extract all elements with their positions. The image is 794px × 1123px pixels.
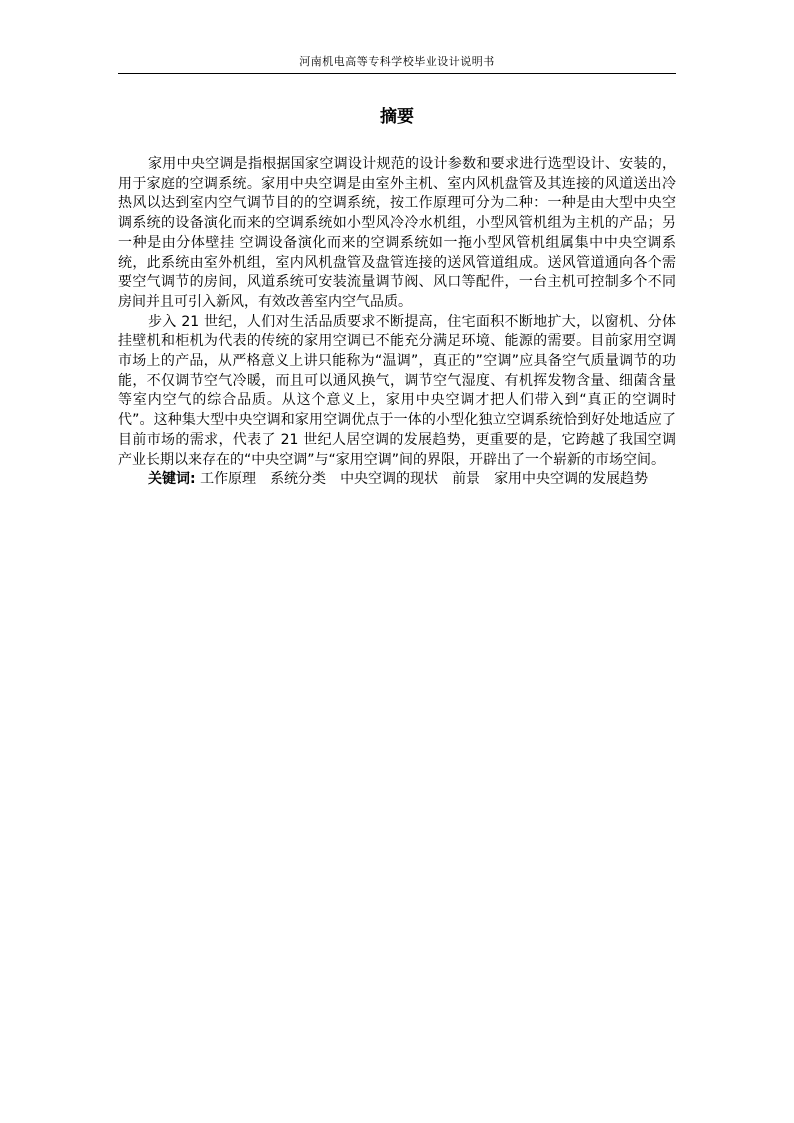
- abstract-body: [118, 155, 676, 490]
- keyword-item: 家用中央空调的发展趋势: [494, 471, 649, 488]
- keywords-label: 关键词:: [148, 471, 196, 488]
- header-rule: [118, 73, 676, 74]
- abstract-title: 摘要: [380, 107, 414, 127]
- keyword-item: 中央空调的现状: [340, 471, 439, 488]
- keyword-item: 系统分类: [270, 471, 327, 488]
- abstract-paragraph-1: 家用中央空调是指根据国家空调设计规范的设计参数和要求进行选型设计、安装的，用于家庭的空调系统。家用中央空调是由室外主机、室内风机盘管及其连接的风道送出冷热风以达到室内空气调节目的的空调系统，按工作原理可分为二种：一种是由大型中央空调系统的设备演化而来的空调系统如小型风冷冷水机组，小型风管机组为主机的产品；另一种是由分体壁挂 空调设备演化而来的空调系统如一拖小型风管机组属集中中央空调系统，此系统由室外机组，室内风机盘管及盘管连接的送风管道组成。送风管道通向各个需要空气调节的房间，风道系统可安装流量调节阀、风口等配件，一台主机可控制多个不同房间并且可引入新风，有效改善室内空气品质。: [118, 156, 676, 310]
- abstract-paragraph-2: 步入 21 世纪，人们对生活品质要求不断提高，住宅面积不断地扩大，以窗机、分体挂壁机和柜机为代表的传统的家用空调已不能充分满足环境、能源的需要。目前家用空调市场上的产品，从严格意义上讲只能称为“温调”，真正的”空调”应具备空气质量调节的功能，不仅调节空气冷暖，而且可以通风换气，调节空气湿度、有机挥发物含量、细菌含量等室内空气的综合品质。从这个意义上，家用中央空调才把人们带入到“真正的空调时代”。这种集大型中央空调和家用空调优点于一体的小型化独立空调系统恰到好处地适应了目前市场的需求，代表了 21 世纪人居空调的发展趋势，更重要的是，它跨越了我国空调产业长期以来存在的“中央空调”与“家用空调”间的界限，开辟出了一个崭新的市场空间。: [118, 313, 676, 468]
- keywords-line: [118, 470, 676, 490]
- running-header: 河南机电高等专科学校毕业设计说明书: [299, 55, 495, 68]
- keyword-item: 前景: [452, 471, 481, 488]
- keyword-item: 工作原理: [200, 471, 257, 488]
